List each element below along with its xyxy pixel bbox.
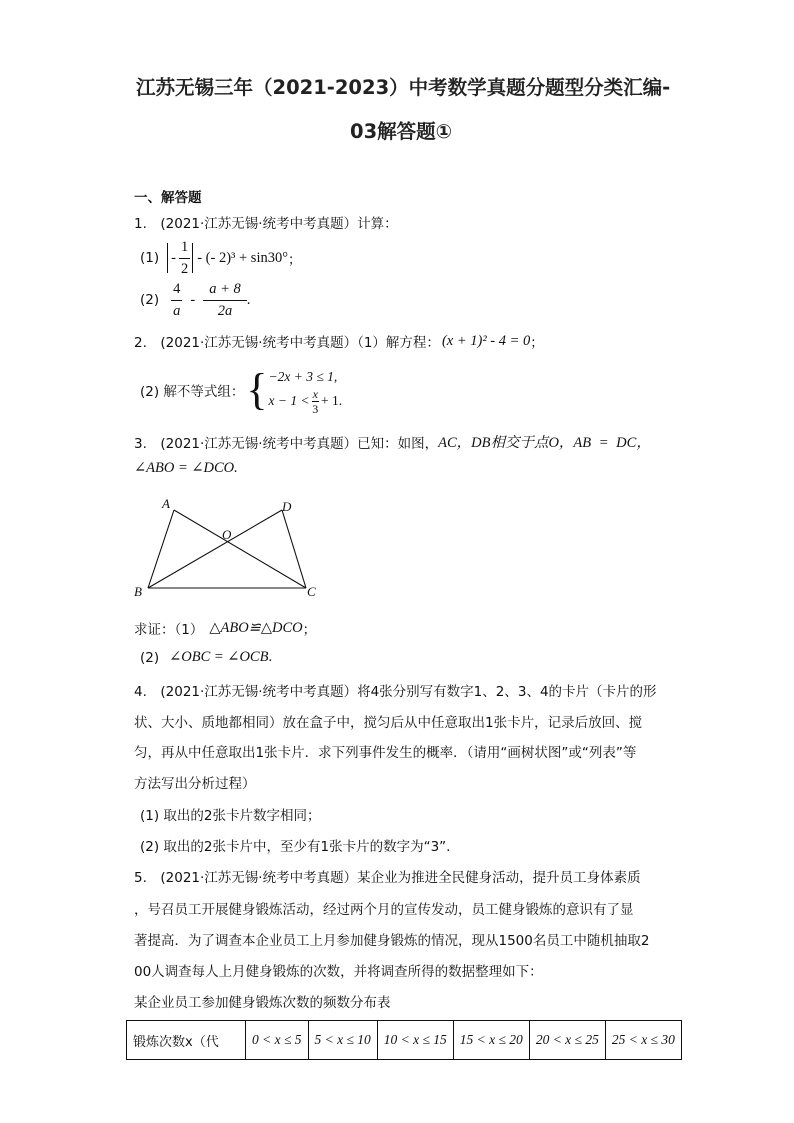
frac-num: x	[312, 386, 318, 401]
q1-part2-fraction-a	[171, 281, 182, 320]
label-B: B	[134, 584, 142, 599]
q4-line3: 匀，再从中任意取出1张卡片．求下列事件发生的概率．（请用“画树状图”或“列表”等	[134, 745, 637, 761]
q1-part1-fraction	[179, 239, 190, 278]
q3-prove-2	[140, 649, 272, 666]
q2-stem-row	[134, 331, 544, 351]
q1-part2-end: .	[246, 291, 251, 308]
inequality-system	[269, 366, 343, 415]
ineq2-fraction	[312, 388, 319, 415]
q3-stem-row	[134, 431, 651, 452]
section-heading: 一、解答题	[134, 190, 202, 206]
table-row	[127, 1021, 682, 1060]
q3-prove1-end: ；	[302, 622, 317, 638]
frac-num: a + 8	[203, 281, 247, 301]
table-header-cell: 锻炼次数x（代	[127, 1021, 246, 1060]
segment-DB	[148, 510, 282, 588]
table-cell: 20 < x ≤ 25	[529, 1021, 605, 1060]
q5-line3: 著提高．为了调查本企业员工上月参加健身锻炼的情况，现从1500名员工中随机抽取2	[134, 933, 650, 949]
segment-AB	[148, 510, 174, 588]
table-cell: 15 < x ≤ 20	[453, 1021, 529, 1060]
frequency-table	[126, 1020, 682, 1060]
q4-line2: 状、大小、质地都相同）放在盒子中，搅匀后从中任意取出1张卡片，记录后放回、搅	[134, 715, 643, 731]
minus-sign: -	[171, 249, 176, 266]
ineq2-left: x − 1 <	[268, 393, 310, 408]
q4-line4: 方法写出分析过程）	[134, 776, 256, 792]
q1-part1-label: (1)	[140, 250, 160, 266]
table-cell: 25 < x ≤ 30	[605, 1021, 681, 1060]
q2-stem: 2. (2021·江苏无锡·统考中考真题）（1）解方程：	[134, 335, 440, 351]
q1-part2	[140, 280, 250, 320]
q3-geometry-figure	[130, 494, 330, 604]
q3-condition: ∠ABO = ∠DCO.	[134, 460, 238, 476]
table-cell: 10 < x ≤ 15	[377, 1021, 453, 1060]
inequality-1: −2x + 3 ≤ 1,	[268, 368, 338, 384]
q1-stem: 1. (2021·江苏无锡·统考中考真题）计算：	[134, 216, 398, 232]
label-D: D	[282, 499, 292, 514]
table-cell: 5 < x ≤ 10	[308, 1021, 377, 1060]
q3-stem-math: AC，DB相交于点O，AB = DC，	[438, 435, 651, 451]
q2-equation: (x + 1)² - 4 = 0	[441, 332, 531, 349]
q1-part1-rest: - (- 2)³ + sin30°	[197, 249, 289, 266]
q1-part1	[140, 240, 302, 276]
q2-equation-end: ；	[530, 335, 544, 351]
q2-part2-label: (2) 解不等式组：	[140, 384, 245, 400]
segment-AC	[174, 510, 306, 588]
frac-den: 2a	[217, 302, 233, 319]
ineq2-right: + 1.	[320, 393, 343, 408]
q4-line1: 4. (2021·江苏无锡·统考中考真题）将4张分别写有数字1、2、3、4的卡片（卡片的形	[134, 684, 657, 700]
q5-line1: 5. (2021·江苏无锡·统考中考真题）某企业为推进全民健身活动，提升员工身体素质	[134, 870, 641, 886]
doc-title-line2: 03解答题①	[350, 120, 453, 143]
frac-den: a	[173, 302, 181, 319]
q3-prove2-label: (2)	[140, 649, 160, 666]
label-C: C	[307, 584, 316, 599]
q2-part2	[140, 362, 342, 418]
label-A: A	[162, 496, 170, 511]
q5-line4: 00人调查每人上月健身锻炼的次数，并将调查所得的数据整理如下：	[134, 964, 543, 980]
minus-sign: -	[190, 291, 196, 308]
q5-table-caption: 某企业员工参加健身锻炼次数的频数分布表	[134, 995, 391, 1011]
frac-num: 4	[171, 281, 182, 301]
doc-title-line1: 江苏无锡三年（2021-2023）中考数学真题分题型分类汇编-	[136, 76, 671, 99]
table-cell: 0 < x ≤ 5	[246, 1021, 309, 1060]
q5-line2: ，号召员工开展健身锻炼活动，经过两个月的宣传发动，员工健身锻炼的意识有了显	[134, 902, 634, 918]
frac-den: 2	[180, 260, 189, 277]
q3-prove-1	[134, 618, 316, 638]
q1-part2-label: (2)	[140, 292, 160, 308]
frac-num: 1	[179, 239, 190, 259]
q3-prove2-end: .	[268, 649, 273, 665]
q3-stem: 3. (2021·江苏无锡·统考中考真题）已知：如图，	[134, 435, 439, 452]
q3-prove1-math: △ABO≌△DCO	[209, 619, 303, 636]
inequality-2	[269, 388, 343, 415]
q4-part1: (1) 取出的2张卡片数字相同；	[140, 808, 321, 824]
frac-den: 3	[312, 401, 319, 416]
q3-prove2-math: ∠OBC = ∠OCB	[169, 649, 269, 665]
brace-icon: {	[246, 365, 268, 414]
q4-part2: (2) 取出的2张卡片中，至少有1张卡片的数字为“3”.	[140, 839, 451, 855]
q3-prove-label: 求证：（1）	[134, 622, 204, 638]
q1-part2-fraction-b	[203, 281, 247, 320]
label-O: O	[222, 527, 232, 542]
q1-part1-end: ；	[288, 252, 302, 268]
abs-bar-left	[167, 243, 168, 273]
abs-bar-right	[192, 243, 193, 273]
